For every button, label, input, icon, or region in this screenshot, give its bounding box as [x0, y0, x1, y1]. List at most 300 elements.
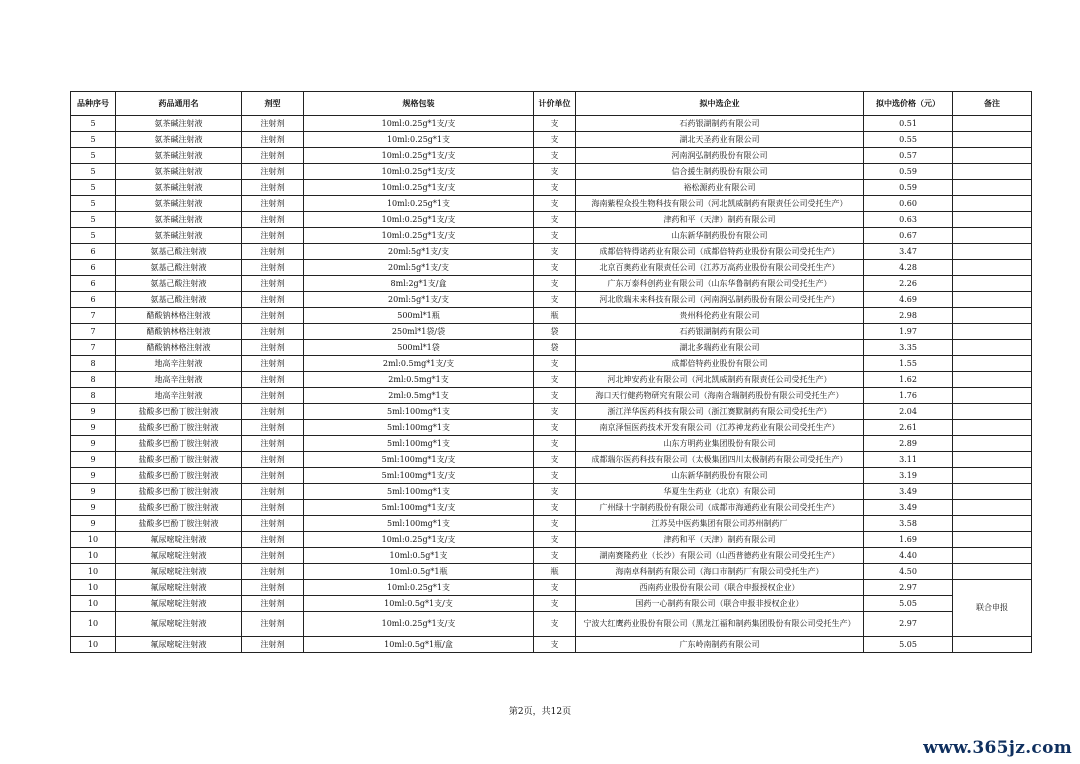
company-cell: 海口天行健药物研究有限公司（海南合瑞制药股份有限公司受托生产） [576, 388, 864, 404]
dosage-form-cell: 注射剂 [242, 340, 304, 356]
table-row [71, 548, 1032, 564]
table-row [71, 436, 1032, 452]
serial-number-cell: 6 [71, 276, 116, 292]
dosage-form-cell: 注射剂 [242, 420, 304, 436]
serial-number-cell: 7 [71, 340, 116, 356]
drug-name-cell: 地高辛注射液 [116, 388, 242, 404]
dosage-form-cell: 注射剂 [242, 244, 304, 260]
unit-cell: 支 [534, 404, 576, 420]
remark-cell [953, 372, 1032, 388]
drug-name-cell: 氨茶碱注射液 [116, 180, 242, 196]
company-cell: 津药和平（天津）制药有限公司 [576, 532, 864, 548]
table-row [71, 532, 1032, 548]
remark-cell [953, 212, 1032, 228]
drug-name-cell: 盐酸多巴酚丁胺注射液 [116, 516, 242, 532]
table-row [71, 580, 1032, 596]
drug-name-cell: 氟尿嘧啶注射液 [116, 564, 242, 580]
table-row [71, 356, 1032, 372]
drug-name-cell: 盐酸多巴酚丁胺注射液 [116, 468, 242, 484]
dosage-form-cell: 注射剂 [242, 180, 304, 196]
site-watermark: www.365jz.com [923, 738, 1072, 758]
company-cell: 江苏吴中医药集团有限公司苏州制药厂 [576, 516, 864, 532]
remark-cell [953, 260, 1032, 276]
dosage-form-cell: 注射剂 [242, 212, 304, 228]
table-row [71, 276, 1032, 292]
drug-name-cell: 醋酸钠林格注射液 [116, 308, 242, 324]
drug-name-cell: 盐酸多巴酚丁胺注射液 [116, 436, 242, 452]
drug-name-cell: 醋酸钠林格注射液 [116, 324, 242, 340]
spec-package-cell: 20ml:5g*1支/支 [304, 260, 534, 276]
price-cell: 5.05 [864, 637, 953, 653]
unit-cell: 支 [534, 116, 576, 132]
price-cell: 3.19 [864, 468, 953, 484]
remark-cell [953, 500, 1032, 516]
serial-number-cell: 9 [71, 404, 116, 420]
spec-package-cell: 5ml:100mg*1支 [304, 484, 534, 500]
table-row [71, 164, 1032, 180]
remark-cell [953, 292, 1032, 308]
serial-number-cell: 5 [71, 164, 116, 180]
spec-package-cell: 10ml:0.25g*1支/支 [304, 116, 534, 132]
drug-name-cell: 氨茶碱注射液 [116, 132, 242, 148]
serial-number-cell: 5 [71, 212, 116, 228]
spec-package-cell: 5ml:100mg*1支/支 [304, 500, 534, 516]
dosage-form-cell: 注射剂 [242, 500, 304, 516]
serial-number-cell: 9 [71, 484, 116, 500]
price-cell: 1.69 [864, 532, 953, 548]
dosage-form-cell: 注射剂 [242, 548, 304, 564]
remark-cell [953, 484, 1032, 500]
table-row [71, 404, 1032, 420]
company-cell: 湖南赛隆药业（长沙）有限公司（山西普德药业有限公司受托生产） [576, 548, 864, 564]
unit-cell: 支 [534, 452, 576, 468]
remark-cell [953, 308, 1032, 324]
price-cell: 0.55 [864, 132, 953, 148]
unit-cell: 支 [534, 212, 576, 228]
table-row [71, 468, 1032, 484]
spec-package-cell: 10ml:0.25g*1支/支 [304, 212, 534, 228]
price-cell: 1.76 [864, 388, 953, 404]
serial-number-cell: 9 [71, 500, 116, 516]
company-cell: 广东万泰科创药业有限公司（山东华鲁制药有限公司受托生产） [576, 276, 864, 292]
drug-name-cell: 氨茶碱注射液 [116, 212, 242, 228]
company-cell: 湖北天圣药业有限公司 [576, 132, 864, 148]
table-row [71, 388, 1032, 404]
spec-package-cell: 10ml:0.25g*1支/支 [304, 228, 534, 244]
serial-number-cell: 8 [71, 388, 116, 404]
column-header: 拟中选企业 [576, 92, 864, 116]
remark-cell [953, 164, 1032, 180]
table-row [71, 596, 1032, 612]
table-row [71, 292, 1032, 308]
company-cell: 裕松源药业有限公司 [576, 180, 864, 196]
remark-cell-joint: 联合申报 [953, 580, 1032, 637]
company-cell: 信合援生制药股份有限公司 [576, 164, 864, 180]
dosage-form-cell: 注射剂 [242, 324, 304, 340]
remark-cell [953, 132, 1032, 148]
drug-name-cell: 氨茶碱注射液 [116, 116, 242, 132]
price-cell: 5.05 [864, 596, 953, 612]
serial-number-cell: 10 [71, 580, 116, 596]
spec-package-cell: 250ml*1袋/袋 [304, 324, 534, 340]
remark-cell [953, 324, 1032, 340]
column-header: 拟中选价格（元） [864, 92, 953, 116]
serial-number-cell: 5 [71, 116, 116, 132]
unit-cell: 袋 [534, 324, 576, 340]
unit-cell: 支 [534, 228, 576, 244]
price-cell: 3.58 [864, 516, 953, 532]
remark-cell [953, 388, 1032, 404]
price-cell: 2.97 [864, 580, 953, 596]
price-cell: 3.49 [864, 484, 953, 500]
serial-number-cell: 7 [71, 308, 116, 324]
drug-name-cell: 氨茶碱注射液 [116, 164, 242, 180]
drug-name-cell: 氨基己酸注射液 [116, 276, 242, 292]
remark-cell [953, 436, 1032, 452]
dosage-form-cell: 注射剂 [242, 532, 304, 548]
drug-name-cell: 地高辛注射液 [116, 356, 242, 372]
price-cell: 2.04 [864, 404, 953, 420]
table-row [71, 212, 1032, 228]
unit-cell: 支 [534, 276, 576, 292]
company-cell: 海南紫程众投生物科技有限公司（河北凯威制药有限责任公司受托生产） [576, 196, 864, 212]
spec-package-cell: 10ml:0.25g*1支/支 [304, 612, 534, 637]
dosage-form-cell: 注射剂 [242, 484, 304, 500]
serial-number-cell: 8 [71, 356, 116, 372]
table-row [71, 612, 1032, 637]
spec-package-cell: 5ml:100mg*1支 [304, 420, 534, 436]
company-cell: 海南卓科制药有限公司（海口市制药厂有限公司受托生产） [576, 564, 864, 580]
serial-number-cell: 9 [71, 420, 116, 436]
dosage-form-cell: 注射剂 [242, 196, 304, 212]
drug-name-cell: 盐酸多巴酚丁胺注射液 [116, 452, 242, 468]
remark-cell [953, 116, 1032, 132]
spec-package-cell: 5ml:100mg*1支/支 [304, 468, 534, 484]
drug-name-cell: 醋酸钠林格注射液 [116, 340, 242, 356]
table-row [71, 116, 1032, 132]
column-header: 计价单位 [534, 92, 576, 116]
dosage-form-cell: 注射剂 [242, 596, 304, 612]
table-row [71, 260, 1032, 276]
remark-cell [953, 548, 1032, 564]
serial-number-cell: 7 [71, 324, 116, 340]
spec-package-cell: 8ml:2g*1支/盒 [304, 276, 534, 292]
spec-package-cell: 500ml*1瓶 [304, 308, 534, 324]
dosage-form-cell: 注射剂 [242, 404, 304, 420]
company-cell: 河南润弘制药股份有限公司 [576, 148, 864, 164]
column-header: 备注 [953, 92, 1032, 116]
serial-number-cell: 5 [71, 148, 116, 164]
drug-name-cell: 盐酸多巴酚丁胺注射液 [116, 500, 242, 516]
price-cell: 3.11 [864, 452, 953, 468]
table-row [71, 340, 1032, 356]
spec-package-cell: 5ml:100mg*1支/支 [304, 452, 534, 468]
table-row [71, 420, 1032, 436]
price-cell: 2.26 [864, 276, 953, 292]
price-cell: 0.59 [864, 180, 953, 196]
spec-package-cell: 10ml:0.25g*1支/支 [304, 148, 534, 164]
table-row [71, 564, 1032, 580]
spec-package-cell: 10ml:0.5g*1瓶/盒 [304, 637, 534, 653]
table-row [71, 324, 1032, 340]
serial-number-cell: 10 [71, 637, 116, 653]
dosage-form-cell: 注射剂 [242, 132, 304, 148]
table-row [71, 308, 1032, 324]
drug-name-cell: 氟尿嘧啶注射液 [116, 596, 242, 612]
serial-number-cell: 5 [71, 180, 116, 196]
dosage-form-cell: 注射剂 [242, 116, 304, 132]
dosage-form-cell: 注射剂 [242, 228, 304, 244]
price-cell: 0.51 [864, 116, 953, 132]
unit-cell: 支 [534, 436, 576, 452]
unit-cell: 支 [534, 596, 576, 612]
dosage-form-cell: 注射剂 [242, 388, 304, 404]
serial-number-cell: 9 [71, 436, 116, 452]
spec-package-cell: 10ml:0.25g*1支 [304, 580, 534, 596]
spec-package-cell: 10ml:0.25g*1支 [304, 132, 534, 148]
company-cell: 成都瑞尔医药科技有限公司（太极集团四川太极制药有限公司受托生产） [576, 452, 864, 468]
table-row [71, 132, 1032, 148]
serial-number-cell: 5 [71, 132, 116, 148]
serial-number-cell: 6 [71, 292, 116, 308]
company-cell: 西南药业股份有限公司（联合申报授权企业） [576, 580, 864, 596]
serial-number-cell: 9 [71, 516, 116, 532]
dosage-form-cell: 注射剂 [242, 580, 304, 596]
dosage-form-cell: 注射剂 [242, 260, 304, 276]
dosage-form-cell: 注射剂 [242, 436, 304, 452]
remark-cell [953, 228, 1032, 244]
table-row [71, 148, 1032, 164]
unit-cell: 支 [534, 164, 576, 180]
company-cell: 北京百奥药业有限责任公司（江苏万高药业股份有限公司受托生产） [576, 260, 864, 276]
spec-package-cell: 5ml:100mg*1支 [304, 436, 534, 452]
serial-number-cell: 10 [71, 564, 116, 580]
company-cell: 国药一心制药有限公司（联合申报非授权企业） [576, 596, 864, 612]
company-cell: 华夏生生药业（北京）有限公司 [576, 484, 864, 500]
remark-cell [953, 516, 1032, 532]
unit-cell: 支 [534, 420, 576, 436]
procurement-table [70, 91, 1032, 653]
remark-cell [953, 637, 1032, 653]
remark-cell [953, 468, 1032, 484]
remark-cell [953, 244, 1032, 260]
serial-number-cell: 9 [71, 452, 116, 468]
price-cell: 2.61 [864, 420, 953, 436]
drug-name-cell: 氨茶碱注射液 [116, 228, 242, 244]
remark-cell [953, 180, 1032, 196]
table-row [71, 452, 1032, 468]
table-row [71, 484, 1032, 500]
company-cell: 山东新华制药股份有限公司 [576, 228, 864, 244]
unit-cell: 支 [534, 132, 576, 148]
header-row [71, 92, 1032, 116]
company-cell: 湖北多瑞药业有限公司 [576, 340, 864, 356]
company-cell: 津药和平（天津）制药有限公司 [576, 212, 864, 228]
drug-name-cell: 地高辛注射液 [116, 372, 242, 388]
remark-cell [953, 404, 1032, 420]
unit-cell: 支 [534, 196, 576, 212]
dosage-form-cell: 注射剂 [242, 637, 304, 653]
company-cell: 山东新华制药股份有限公司 [576, 468, 864, 484]
drug-name-cell: 氟尿嘧啶注射液 [116, 612, 242, 637]
price-cell: 1.62 [864, 372, 953, 388]
price-cell: 0.59 [864, 164, 953, 180]
table-row [71, 637, 1032, 653]
unit-cell: 支 [534, 484, 576, 500]
table-row [71, 244, 1032, 260]
spec-package-cell: 10ml:0.25g*1支/支 [304, 164, 534, 180]
column-header: 规格包装 [304, 92, 534, 116]
dosage-form-cell: 注射剂 [242, 468, 304, 484]
serial-number-cell: 5 [71, 228, 116, 244]
spec-package-cell: 5ml:100mg*1支 [304, 516, 534, 532]
unit-cell: 支 [534, 148, 576, 164]
price-cell: 2.97 [864, 612, 953, 637]
serial-number-cell: 10 [71, 596, 116, 612]
table-row [71, 228, 1032, 244]
price-cell: 1.97 [864, 324, 953, 340]
spec-package-cell: 10ml:0.5g*1支/支 [304, 596, 534, 612]
drug-name-cell: 氨茶碱注射液 [116, 148, 242, 164]
company-cell: 浙江洋华医药科技有限公司（浙江赛默制药有限公司受托生产） [576, 404, 864, 420]
company-cell: 宁波大红鹰药业股份有限公司（黑龙江福和制药集团股份有限公司受托生产） [576, 612, 864, 637]
unit-cell: 袋 [534, 340, 576, 356]
price-cell: 0.63 [864, 212, 953, 228]
unit-cell: 支 [534, 548, 576, 564]
company-cell: 成都倍特得诺药业有限公司（成都倍特药业股份有限公司受托生产） [576, 244, 864, 260]
company-cell: 河北欣瑞未来科技有限公司（河南润弘制药股份有限公司受托生产） [576, 292, 864, 308]
remark-cell [953, 564, 1032, 580]
dosage-form-cell: 注射剂 [242, 148, 304, 164]
drug-name-cell: 氟尿嘧啶注射液 [116, 637, 242, 653]
price-cell: 2.89 [864, 436, 953, 452]
company-cell: 贵州科伦药业有限公司 [576, 308, 864, 324]
table-row [71, 516, 1032, 532]
unit-cell: 支 [534, 260, 576, 276]
spec-package-cell: 10ml:0.5g*1瓶 [304, 564, 534, 580]
spec-package-cell: 2ml:0.5mg*1支 [304, 388, 534, 404]
dosage-form-cell: 注射剂 [242, 164, 304, 180]
serial-number-cell: 5 [71, 196, 116, 212]
table-row [71, 196, 1032, 212]
serial-number-cell: 10 [71, 612, 116, 637]
company-cell: 广州绿十字制药股份有限公司（成都市海通药业有限公司受托生产） [576, 500, 864, 516]
serial-number-cell: 8 [71, 372, 116, 388]
spec-package-cell: 10ml:0.5g*1支 [304, 548, 534, 564]
price-cell: 4.69 [864, 292, 953, 308]
price-cell: 0.57 [864, 148, 953, 164]
serial-number-cell: 9 [71, 468, 116, 484]
spec-package-cell: 500ml*1袋 [304, 340, 534, 356]
dosage-form-cell: 注射剂 [242, 308, 304, 324]
company-cell: 南京泽恒医药技术开发有限公司（江苏神龙药业有限公司受托生产） [576, 420, 864, 436]
unit-cell: 支 [534, 637, 576, 653]
company-cell: 石药银湖制药有限公司 [576, 116, 864, 132]
spec-package-cell: 5ml:100mg*1支 [304, 404, 534, 420]
page-number: 第2页，共12页 [508, 707, 572, 717]
price-cell: 4.40 [864, 548, 953, 564]
drug-name-cell: 氨茶碱注射液 [116, 196, 242, 212]
unit-cell: 支 [534, 516, 576, 532]
spec-package-cell: 2ml:0.5mg*1支/支 [304, 356, 534, 372]
unit-cell: 支 [534, 372, 576, 388]
serial-number-cell: 10 [71, 532, 116, 548]
remark-cell [953, 196, 1032, 212]
unit-cell: 支 [534, 388, 576, 404]
unit-cell: 支 [534, 500, 576, 516]
unit-cell: 支 [534, 580, 576, 596]
dosage-form-cell: 注射剂 [242, 276, 304, 292]
company-cell: 广东岭南制药有限公司 [576, 637, 864, 653]
price-cell: 0.60 [864, 196, 953, 212]
table-row [71, 500, 1032, 516]
drug-name-cell: 氨基己酸注射液 [116, 292, 242, 308]
company-cell: 成都倍特药业股份有限公司 [576, 356, 864, 372]
drug-name-cell: 氨基己酸注射液 [116, 260, 242, 276]
unit-cell: 支 [534, 244, 576, 260]
spec-package-cell: 10ml:0.25g*1支 [304, 196, 534, 212]
remark-cell [953, 356, 1032, 372]
unit-cell: 支 [534, 612, 576, 637]
unit-cell: 支 [534, 180, 576, 196]
dosage-form-cell: 注射剂 [242, 292, 304, 308]
price-cell: 1.55 [864, 356, 953, 372]
drug-name-cell: 盐酸多巴酚丁胺注射液 [116, 484, 242, 500]
remark-cell [953, 276, 1032, 292]
spec-package-cell: 10ml:0.25g*1支/支 [304, 180, 534, 196]
serial-number-cell: 6 [71, 260, 116, 276]
dosage-form-cell: 注射剂 [242, 612, 304, 637]
column-header: 剂型 [242, 92, 304, 116]
unit-cell: 支 [534, 532, 576, 548]
column-header: 品种序号 [71, 92, 116, 116]
remark-cell [953, 148, 1032, 164]
serial-number-cell: 6 [71, 244, 116, 260]
unit-cell: 瓶 [534, 308, 576, 324]
spec-package-cell: 10ml:0.25g*1支/支 [304, 532, 534, 548]
price-cell: 3.47 [864, 244, 953, 260]
serial-number-cell: 10 [71, 548, 116, 564]
unit-cell: 支 [534, 292, 576, 308]
unit-cell: 支 [534, 356, 576, 372]
price-cell: 3.35 [864, 340, 953, 356]
dosage-form-cell: 注射剂 [242, 564, 304, 580]
remark-cell [953, 532, 1032, 548]
price-cell: 0.67 [864, 228, 953, 244]
drug-name-cell: 氟尿嘧啶注射液 [116, 548, 242, 564]
drug-name-cell: 盐酸多巴酚丁胺注射液 [116, 420, 242, 436]
spec-package-cell: 20ml:5g*1支/支 [304, 244, 534, 260]
unit-cell: 瓶 [534, 564, 576, 580]
table-row [71, 180, 1032, 196]
dosage-form-cell: 注射剂 [242, 372, 304, 388]
remark-cell [953, 340, 1032, 356]
company-cell: 河北坤安药业有限公司（河北凯威制药有限责任公司受托生产） [576, 372, 864, 388]
column-header: 药品通用名 [116, 92, 242, 116]
drug-name-cell: 氟尿嘧啶注射液 [116, 532, 242, 548]
dosage-form-cell: 注射剂 [242, 516, 304, 532]
dosage-form-cell: 注射剂 [242, 356, 304, 372]
remark-cell [953, 452, 1032, 468]
drug-name-cell: 盐酸多巴酚丁胺注射液 [116, 404, 242, 420]
table-row [71, 372, 1032, 388]
drug-name-cell: 氟尿嘧啶注射液 [116, 580, 242, 596]
remark-cell [953, 420, 1032, 436]
price-cell: 2.98 [864, 308, 953, 324]
dosage-form-cell: 注射剂 [242, 452, 304, 468]
spec-package-cell: 20ml:5g*1支/支 [304, 292, 534, 308]
unit-cell: 支 [534, 468, 576, 484]
